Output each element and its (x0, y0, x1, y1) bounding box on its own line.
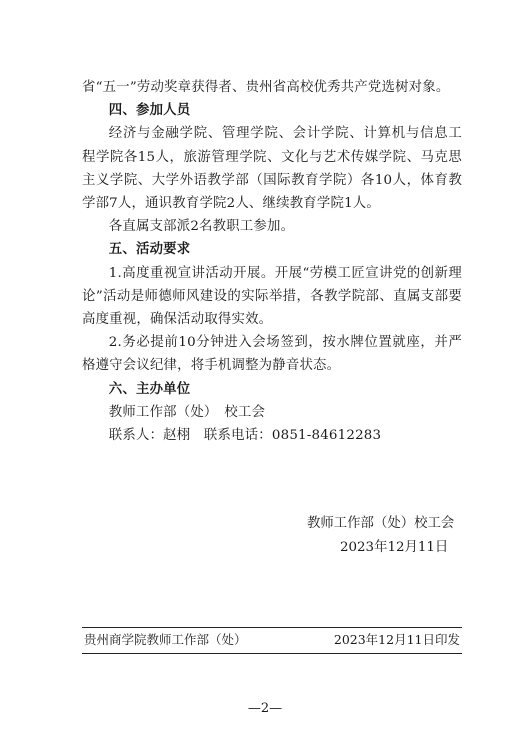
signature-date: 2023年12月11日 (340, 540, 449, 555)
continuation-paragraph: 省“五一”劳动奖章获得者、贵州省高校优秀共产党选树对象。 (82, 80, 450, 95)
requirement-item-2: 2.务必提前10分钟进入会场签到，按水牌位置就座，并严格遵守会议纪律，将手机调整为静音状态。 (82, 335, 462, 374)
branch-staff-paragraph: 各直属支部派2名教职工参加。 (108, 219, 295, 235)
contact-line: 联系人：赵栩 联系电话：0851-84612283 (108, 428, 382, 444)
section-heading-requirements: 五、活动要求 (108, 242, 191, 258)
organizers-line: 教师工作部（处） 校工会 (108, 404, 266, 420)
document-body (82, 76, 462, 447)
signature-organization: 教师工作部（处）校工会 (307, 516, 455, 531)
page-number: —2— (247, 701, 283, 716)
section-heading-participants: 四、参加人员 (108, 103, 191, 119)
participants-paragraph: 经济与金融学院、管理学院、会计学院、计算机与信息工程学院各15人，旅游管理学院、文化与艺术传媒学院、马克思主义学院、大学外语教学部（国际教育学院）各10人，体育教学部7人，通识教育学院2人、继续教育学院1人。 (82, 126, 462, 212)
footer-bottom-rule (82, 653, 462, 654)
section-heading-organizers: 六、主办单位 (108, 381, 191, 397)
footer-printed-date: 2023年12月11日印发 (333, 632, 460, 647)
requirement-item-1: 1.高度重视宣讲活动开展。开展“劳模工匠宣讲党的创新理论”活动是师德师风建设的实际举措，各教学院部、直属支部要高度重视，确保活动取得实效。 (82, 265, 462, 328)
footer-top-rule (82, 627, 462, 628)
footer-issuer: 贵州商学院教师工作部（处） (84, 632, 247, 647)
